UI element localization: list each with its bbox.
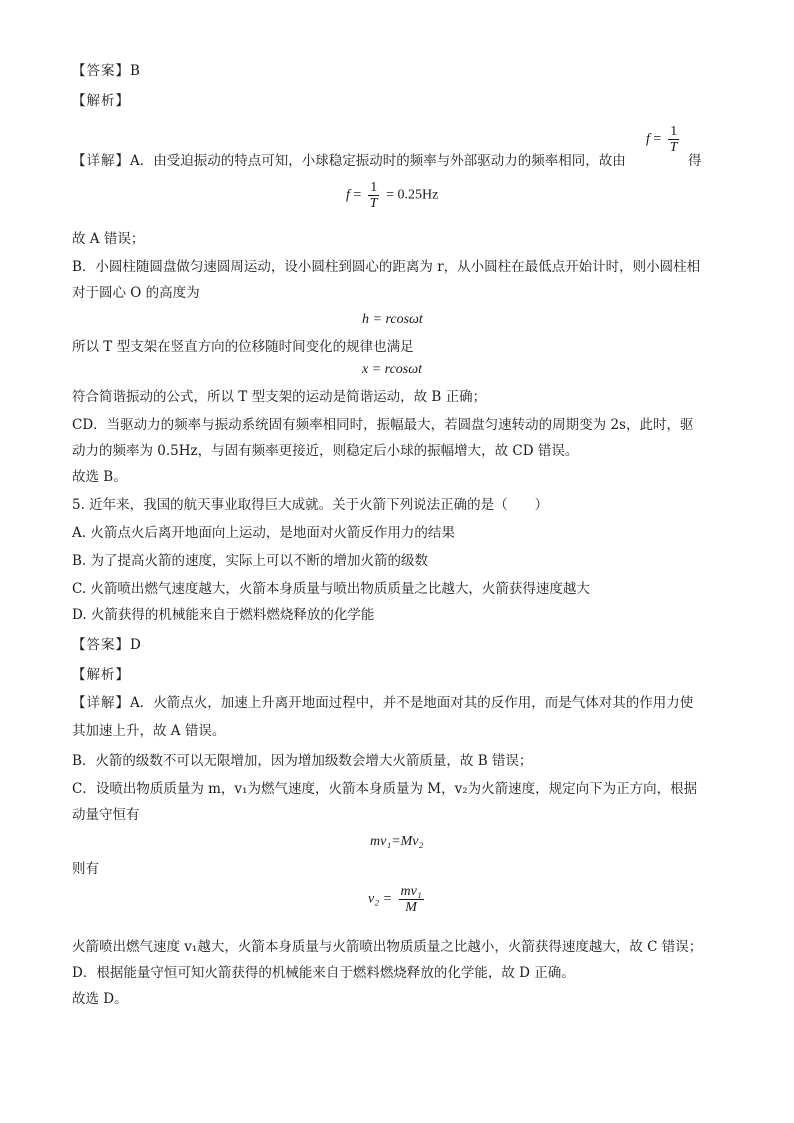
- detail-line-a1-end: 得: [688, 153, 702, 169]
- option-c-q5: C. 火箭喷出燃气速度越大，火箭本身质量与喷出物质质量之比越大，火箭获得速度越大: [72, 581, 590, 597]
- question-stem-q5: 5. 近年来，我国的航天事业取得巨大成就。关于火箭下列说法正确的是（ ）: [72, 497, 549, 513]
- detail-text: A．由受迫振动的特点可知，小球稳定振动时的频率与外部驱动力的频率相同，故由: [130, 153, 626, 169]
- formula-f-inline: [646, 124, 683, 155]
- formula-fraction: [399, 884, 424, 915]
- answer-value: D: [130, 637, 141, 653]
- detail-line-b2-q4: 对于圆心 O 的高度为: [72, 285, 200, 301]
- detail-line-b-q5: B．火箭的级数不可以无限增加，因为增加级数会增大火箭质量，故 B 错误；: [72, 753, 533, 769]
- detail-tag: 【详解】: [72, 153, 130, 169]
- formula-f-symbol: f: [646, 131, 650, 147]
- detail-line-a2-q5: 其加速上升，故 A 错误。: [72, 723, 226, 739]
- detail-text: A．火箭点火，加速上升离开地面过程中，并不是地面对其的反作用，而是气体对其的作用力使: [130, 695, 694, 711]
- detail-line-c4-q5: 火箭喷出燃气速度 v₁越大，火箭本身质量与火箭喷出物质质量之比越小，火箭获得速度越大，故 C 错误；: [72, 939, 703, 955]
- detail-line-a2-q4: 故 A 错误；: [72, 231, 145, 247]
- answer-tag: 【答案】: [72, 63, 130, 79]
- detail-tag: 【详解】: [72, 695, 130, 711]
- option-a-q5: A. 火箭点火后离开地面向上运动，是地面对火箭反作用力的结果: [72, 525, 455, 541]
- answer-value: B: [130, 63, 140, 79]
- formula-result: = 0.25Hz: [386, 187, 439, 203]
- formula-v2: [368, 884, 427, 915]
- detail-line-b4-q4: 符合简谐振动的公式，所以 T 型支架的运动是简谐运动，故 B 正确；: [72, 389, 487, 405]
- formula-fraction: [668, 124, 680, 155]
- formula-eq: =: [353, 187, 362, 203]
- detail-line-cd1-q4: CD．当驱动力的频率与振动系统固有频率相同时，振幅最大，若圆盘匀速转动的周期变为 2s，此时，驱: [72, 417, 694, 433]
- formula-fraction: [368, 180, 380, 211]
- fraction-numerator: 1: [370, 180, 378, 195]
- detail-line-a1-q5: [72, 694, 693, 712]
- detail-line-b3-q4: 所以 T 型支架在竖直方向的位移随时间变化的规律也满足: [72, 339, 414, 355]
- formula-momentum: mv₁=Mv₂: [370, 834, 424, 849]
- formula-h: h = rcosωt: [362, 312, 423, 327]
- option-d-q5: D. 火箭获得的机械能来自于燃料燃烧释放的化学能: [72, 607, 375, 623]
- fraction-denominator: M: [405, 900, 417, 915]
- detail-line-a1-q4: [72, 152, 626, 170]
- fraction-denominator: T: [369, 196, 378, 211]
- answer-line-q5: [72, 636, 141, 654]
- detail-line-cd2-q4: 动力的频率为 0.5Hz，与固有频率更接近，则稳定后小球的振幅增大，故 CD 错误。: [72, 443, 579, 459]
- option-b-q5: B. 为了提高火箭的速度，实际上可以不断的增加火箭的级数: [72, 553, 429, 569]
- analysis-tag-q5: [72, 666, 130, 684]
- choose-line-q4: 故选 B。: [72, 469, 127, 485]
- detail-line-c1-q5: C．设喷出物质质量为 m，v₁为燃气速度，火箭本身质量为 M，v₂为火箭速度，规定向下为正方向，根据: [72, 781, 698, 797]
- formula-v2-left: v₂ =: [368, 891, 393, 907]
- analysis-tag-q4: [72, 92, 130, 110]
- fraction-numerator: mv₁: [400, 884, 422, 899]
- answer-tag: 【答案】: [72, 637, 130, 653]
- analysis-tag: 【解析】: [72, 93, 130, 109]
- detail-line-b1-q4: B．小圆柱随圆盘做匀速圆周运动，设小圆柱到圆心的距离为 r，从小圆柱在最低点开始计时，则小圆柱相: [72, 259, 701, 275]
- formula-frequency: [346, 180, 438, 211]
- detail-line-c2-q5: 动量守恒有: [72, 807, 140, 823]
- detail-line-c3-q5: 则有: [72, 861, 99, 877]
- answer-line-q4: [72, 62, 140, 80]
- formula-f-symbol: f: [346, 187, 350, 203]
- formula-eq: =: [653, 131, 662, 147]
- analysis-tag: 【解析】: [72, 667, 130, 683]
- fraction-numerator: 1: [670, 124, 678, 139]
- fraction-denominator: T: [669, 140, 678, 155]
- formula-x: x = rcosωt: [362, 362, 423, 377]
- detail-line-d-q5: D．根据能量守恒可知火箭获得的机械能来自于燃料燃烧释放的化学能，故 D 正确。: [72, 965, 575, 981]
- choose-line-q5: 故选 D。: [72, 991, 128, 1007]
